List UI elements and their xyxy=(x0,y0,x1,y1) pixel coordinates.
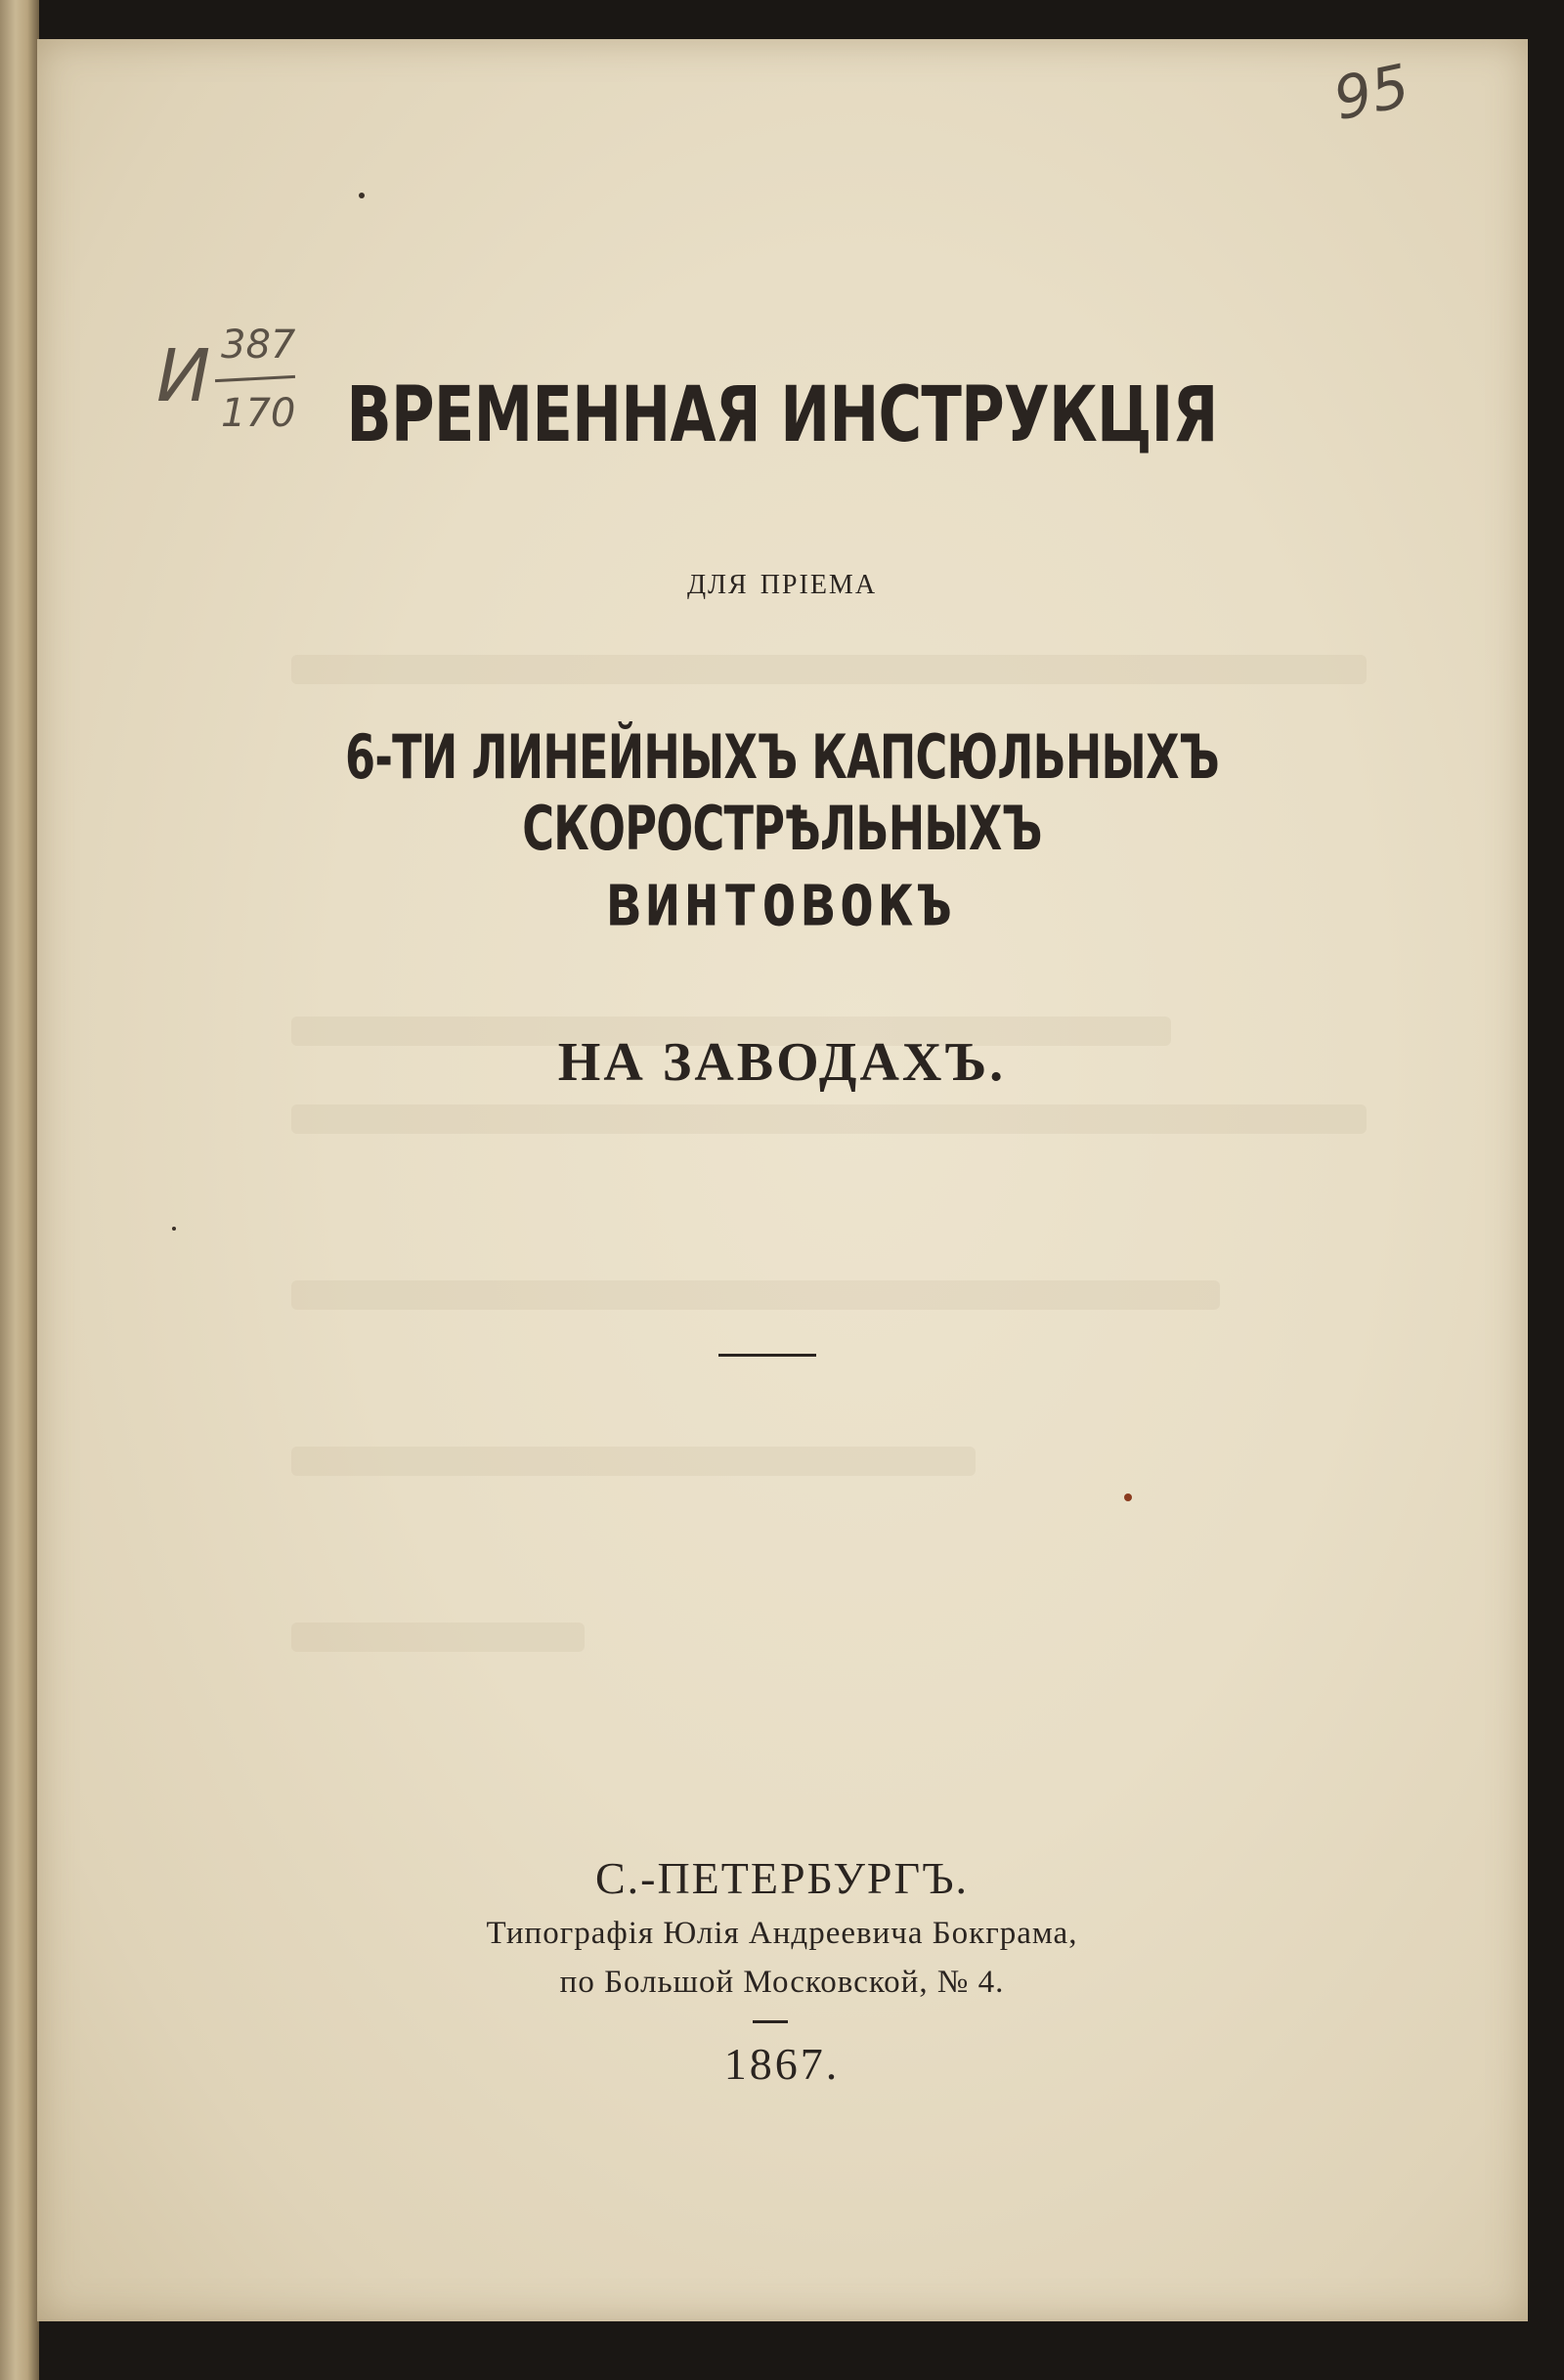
ink-speck xyxy=(1124,1493,1132,1501)
page-title: ВРЕМЕННАЯ ИНСТРУКЦІЯ xyxy=(346,371,1218,459)
book-spine-edge xyxy=(0,0,39,2380)
shelf-letter: И xyxy=(156,334,211,418)
title-line-3: ВИНТОВОКЪ xyxy=(607,875,957,938)
bleed-through xyxy=(291,1623,585,1652)
imprint-city: С.-ПЕТЕРБУРГЪ. xyxy=(594,1853,970,1903)
shelf-sub: 170 xyxy=(221,391,296,436)
imprint-address: по Большой Московской, № 4. xyxy=(559,1965,1005,2000)
bleed-through xyxy=(291,1447,976,1476)
title-line-2: 6-ТИ ЛИНЕЙНЫХЪ КАПСЮЛЬНЫХЪ СКОРОСТРѢЛЬНЫХЪ xyxy=(344,721,1219,864)
ink-speck xyxy=(359,193,365,198)
imprint-printer: Типографія Юлія Андреевича Бокграма, xyxy=(486,1916,1078,1951)
bleed-through xyxy=(291,1280,1220,1310)
divider-rule xyxy=(718,1354,816,1357)
imprint-year: 1867. xyxy=(723,2039,841,2089)
bleed-through xyxy=(291,1104,1367,1134)
title-line-1: для пріема xyxy=(686,558,878,602)
ink-speck xyxy=(172,1227,176,1231)
shelf-number: 387 xyxy=(221,323,296,368)
handwritten-page-mark: 95 xyxy=(1327,51,1415,135)
title-line-4: НА ЗАВОДАХЪ. xyxy=(557,1032,1007,1093)
short-divider-rule xyxy=(753,2020,788,2023)
bleed-through xyxy=(291,655,1367,684)
